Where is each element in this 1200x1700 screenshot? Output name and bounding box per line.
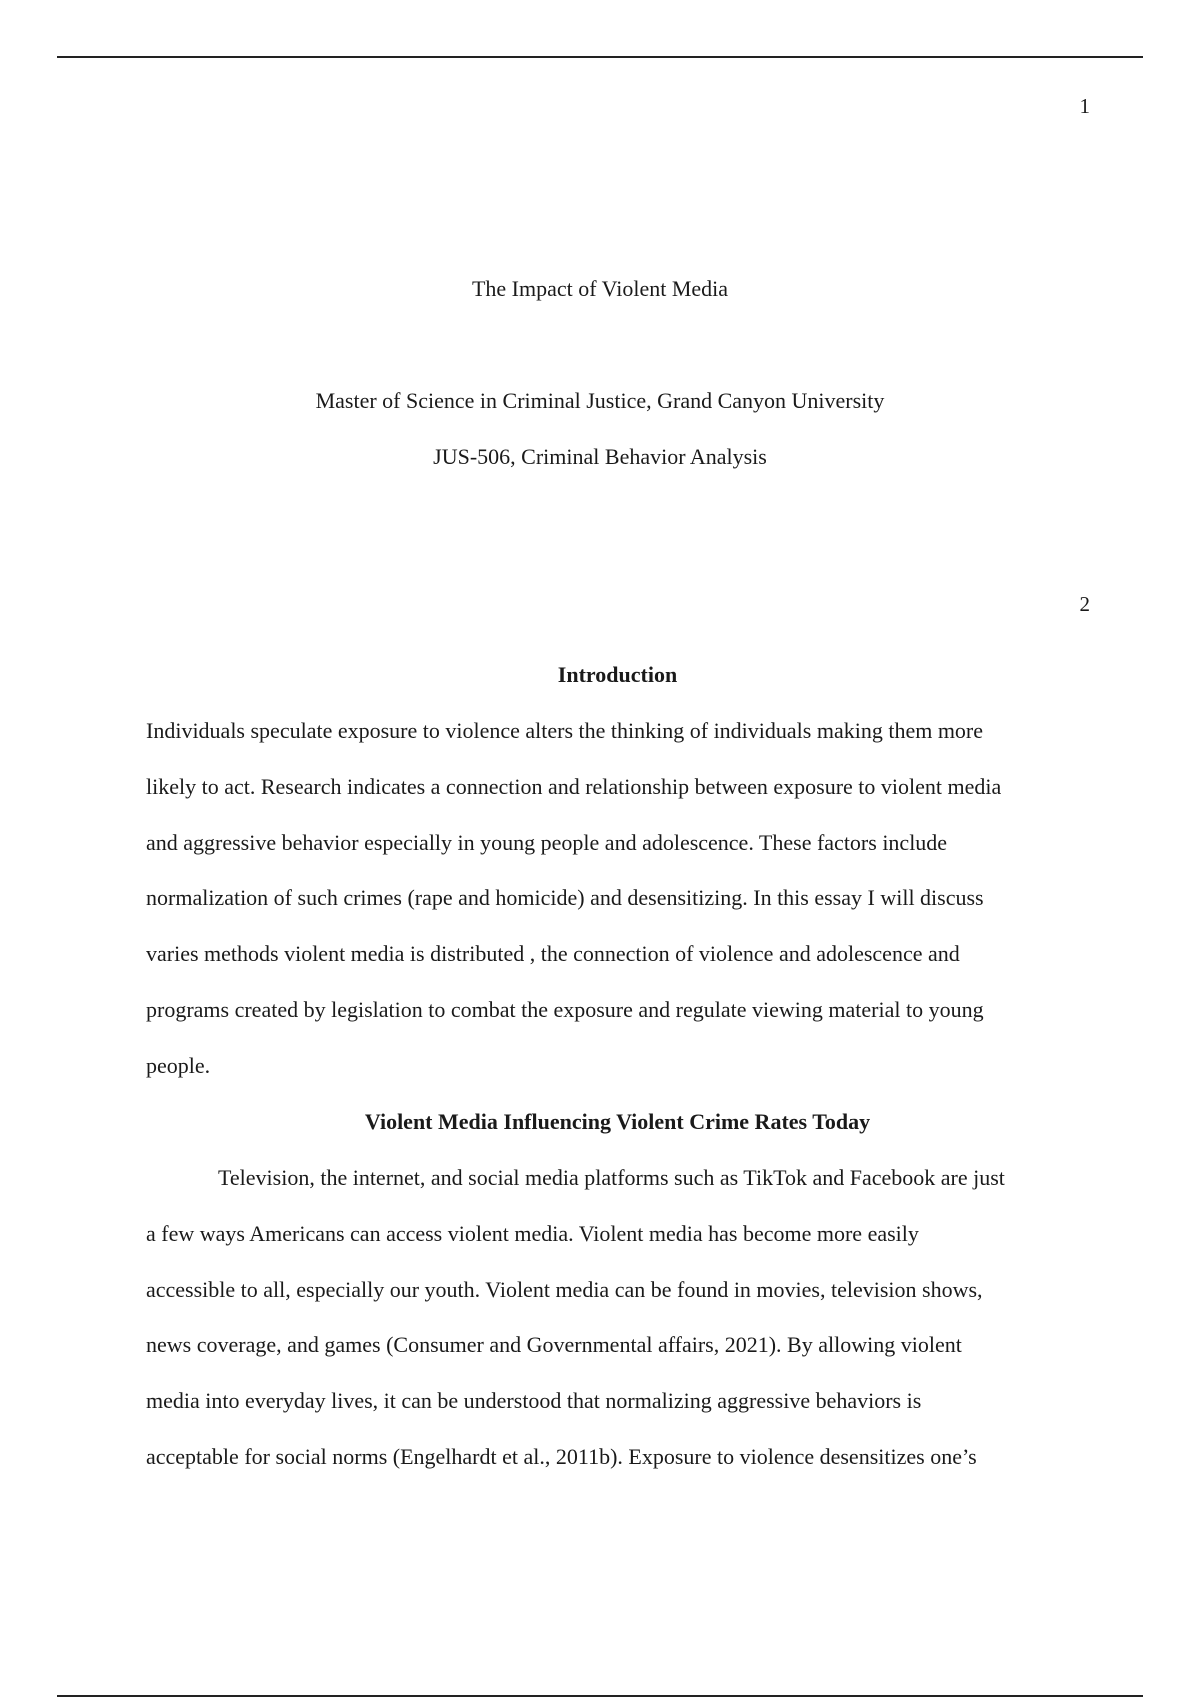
- paragraph-line: acceptable for social norms (Engelhardt et al., 2011b). Exposure to violence desensitizes one’s: [146, 1443, 977, 1469]
- program-line: Master of Science in Criminal Justice, Grand Canyon University: [315, 388, 885, 413]
- paragraph-line: normalization of such crimes (rape and homicide) and desensitizing. In this essay I will discuss: [146, 885, 984, 911]
- introduction-heading: Introduction: [557, 662, 678, 687]
- paragraph-line: Television, the internet, and social media platforms such as TikTok and Facebook are just: [218, 1165, 1005, 1190]
- paragraph-line: and aggressive behavior especially in young people and adolescence. These factors include: [146, 829, 948, 855]
- section-paragraph: [146, 1150, 1096, 1485]
- paragraph-line: people.: [146, 1052, 211, 1078]
- paragraph-line: media into everyday lives, it can be understood that normalizing aggressive behaviors is: [146, 1388, 922, 1414]
- paragraph-line: Individuals speculate exposure to violence alters the thinking of individuals making them more: [146, 718, 984, 743]
- top-page-rule: [57, 56, 1143, 58]
- paragraph-line: accessible to all, especially our youth. Violent media can be found in movies, television shows,: [146, 1276, 983, 1302]
- course-line: JUS-506, Criminal Behavior Analysis: [433, 444, 767, 469]
- paragraph-line: programs created by legislation to combat the exposure and regulate viewing material to young: [146, 996, 984, 1022]
- page-number-1: 1: [1079, 94, 1090, 118]
- section-heading: Violent Media Influencing Violent Crime Rates Today: [364, 1109, 871, 1134]
- paragraph-line: a few ways Americans can access violent media. Violent media has become more easily: [146, 1220, 919, 1246]
- page-number-2: 2: [1079, 592, 1090, 616]
- introduction-paragraph: [146, 703, 1096, 1094]
- paragraph-line: varies methods violent media is distributed , the connection of violence and adolescence and: [146, 941, 960, 967]
- bottom-page-rule: [57, 1695, 1143, 1697]
- paragraph-line: news coverage, and games (Consumer and Governmental affairs, 2021). By allowing violent: [146, 1332, 962, 1358]
- paragraph-line: likely to act. Research indicates a connection and relationship between exposure to violent media: [146, 773, 1002, 799]
- paper-title: The Impact of Violent Media: [471, 276, 729, 301]
